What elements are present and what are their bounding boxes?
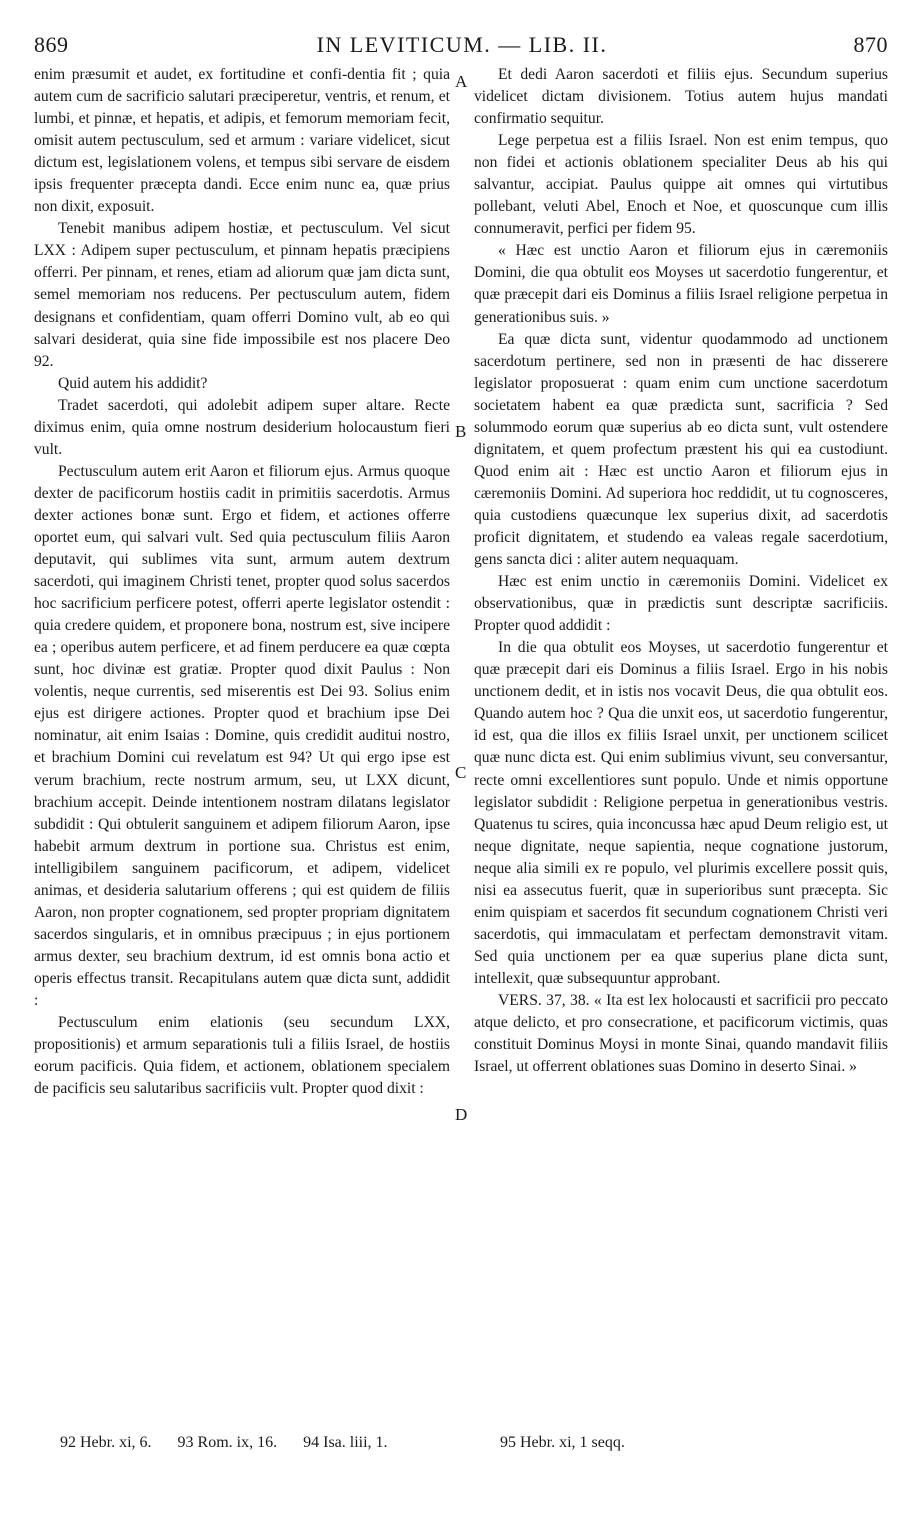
paragraph: Et dedi Aaron sacerdoti et filiis ejus. Secundum superius videlicet dictam divisionem. Totius autem hujus mandati confirmatio sequitur. — [474, 66, 888, 128]
margin-marker-b: B — [455, 422, 467, 441]
paragraph: In die qua obtulit eos Moyses, ut sacerdotio fungerentur et quæ præcepit dari eis Dominus a filiis Israel. Ergo in his nobis unctionem dedit, et in istis nos vocavit Deus, die qua obtulit eos. Quando autem hoc ? Qua die unxit eos, ut sacerdotio fungerentur, id est, qua die illos ex filiis Israel unxit, per unctionem scilicet quæ nunc dicta est. Qui enim sublimius vivunt, seu conversantur, recte omni excellentiores sunt populo. Unde et nimis opportune legislator subdidit : Religione perpetua in generationibus vestris. Quatenus tu scires, quia inconcussa hæc apud Deum religio est, ut neque dignitate, neque sapientia, neque cognatione justorum, neque alia simili ex re populo, vel plurimis excellere possit quis, nisi ea assecutus fuerit, quæ in superioribus sunt præcepta. Sic enim quispiam et sacerdos fit secundum cognationem Christi veri sacerdotis, qui immaculatam et perfectam demonstravit vitam. Sed quia unctionem per ea quæ superius plane dicta sunt, intellexit, quæ subsequuntur approbant. — [474, 639, 888, 987]
footnote: 94 Isa. liii, 1. — [303, 1434, 388, 1451]
paragraph: Pectusculum autem erit Aaron et filiorum ejus. Armus quoque dexter de pacificorum hostiis cadit in primitiis sacerdotis. Armus dexter actiones bonæ sunt. Ergo et fidem, et actiones offerre oportet eum, qui salvari vult. Sed quia pectusculum filiis Aaron deputavit, qui sublimes vita sunt, armum autem dextrum sacerdoti, qui imaginem Christi tenet, propter quod solus sacerdos hoc sacrificium perficere potest, offerri aperte legislator ostendit : quia credere quidem, et proponere bona, nostrum est, sive incipere ea ; operibus autem perficere, et ad finem perducere ea quæ cœpta sunt, hoc divinæ est gratiæ. Propter quod dixit Paulus : Non volentis, neque currentis, sed miserentis est Dei 93. Solius enim ejus est dirigere actiones. Propter quod et brachium ipse Dei nominatur, ait enim Isaias : Domine, quis credidit auditui nostro, et brachium Domini cui revelatum est 94? Ut qui ergo ipse est verum brachium, recte nostrum armum, seu, ut LXX dicunt, brachium accepit. Deinde intentionem nostram dilatans legislator subdidit : Qui obtulerit sanguinem et adipem filiorum Aaron, ipse habebit armum dextrum in portione sua. Christus est enim, intelligibilem sanguinem pacificorum, et adipem, videlicet animas, et desideria salutarium offerens ; qui est quidem de filiis Aaron, non propter cognationem, sed propter propriam dignitatem sacerdos singularis, et in omnibus præcipuus ; in ejus portionem armus dexter, seu brachium dextrum, id est omnis bona actio et operis effectus transit. Recapitulans autem quæ dicta sunt, addidit : — [34, 462, 450, 1009]
paragraph: Tradet sacerdoti, qui adolebit adipem super altare. Recte diximus enim, quia omne nostrum desiderium holocaustum fieri vult. — [34, 396, 450, 458]
margin-marker-a: A — [455, 72, 468, 91]
paragraph: Hæc est enim unctio in cæremoniis Domini. Videlicet ex observationibus, quæ in prædictis sunt descriptæ sacrificiis. Propter quod addidit : — [474, 573, 888, 635]
paragraph: Quid autem his addidit? — [58, 374, 208, 392]
paragraph: Tenebit manibus adipem hostiæ, et pectusculum. Vel sicut LXX : Adipem super pectusculum, et pinnam hepatis præcipiens offerri. Per pinnam, et renes, etiam ad aliorum quæ jam dicta sunt, semel memoriam nos reducens. Per pectusculum autem, fidem designans et confidentiam, quam offerri Domino vult, ab eo qui salvari desiderat, quia sine fide impossibile est nos placere Deo 92. — [34, 220, 450, 370]
right-page-number: 870 — [853, 32, 888, 57]
footnotes-left — [60, 1434, 460, 1452]
paragraph: VERS. 37, 38. « Ita est lex holocausti et sacrificii pro peccato atque delicto, et pro consecratione, et pacificorum victimis, quas constituit Dominus Moysi in monte Sinai, quando mandavit filiis Israel, ut offerrent oblationes suas Domino in deserto Sinai. » — [474, 991, 888, 1076]
right-column — [474, 64, 888, 1078]
left-column — [34, 64, 450, 1100]
page-header — [0, 32, 924, 62]
paragraph: enim præsumit et audet, ex fortitudine et confi-dentia fit ; quia autem cum de sacrificio salutari præciperetur, ventris, et renum, et lumbi, et pinnæ, et hepatis, et adipis, et femorum memoriam fecit, omisit autem pectusculum, sed et armum : variare videlicet, sicut dictum est, legislationem volens, et tempus sibi servare de eisdem ipsis frequenter præcepta dandi. Ecce enim nunc ea, quæ prius non dixit, exposuit. — [34, 66, 450, 216]
left-page-number: 869 — [34, 32, 69, 57]
margin-marker-d: D — [455, 1105, 468, 1124]
footnote: 93 Rom. ix, 16. — [177, 1434, 278, 1451]
footnotes-right — [500, 1434, 880, 1452]
footnote: 95 Hebr. xi, 1 seqq. — [500, 1434, 625, 1451]
paragraph: « Hæc est unctio Aaron et filiorum ejus in cæremoniis Domini, die qua obtulit eos Moyses ut sacerdotio fungerentur, et quæ præcepit dari eis Dominus a filiis Israel religione perpetua in generationibus suis. » — [474, 242, 888, 326]
margin-marker-c: C — [455, 763, 467, 782]
paragraph: Ea quæ dicta sunt, videntur quodammodo ad unctionem sacerdotum pertinere, sed non in præsenti de hac disserere legislator proposuerat : quam enim cum unctione sacerdotum societatem habent ea quæ prædicta sunt, sacrificia ? Sed solummodo eorum quæ superius ab eo dicta sunt, vult ostendere dignitatem, et quem profectum præstent his qui ea custodiunt. Quod enim ait : Hæc est unctio Aaron et filiorum ejus in cæremoniis Domini. Ad superiora hoc reddidit, ut tu cognosceres, quia custodiens quæcunque lex superius dixit, ad sacerdotis proficit dignitatem, et studendo ea valeas regale sacerdotium, gens sancta dici : aliter autem nequaquam. — [474, 330, 888, 569]
paragraph: Lege perpetua est a filiis Israel. Non est enim tempus, quo non fidei et actionis oblationem specialiter Deus ab his qui salvantur, accipiat. Paulus quippe ait omnes qui virtutibus pollebant, veluti Abel, Enoch et Noe, et quoscunque cum illis connumeravit, perfici per fidem 95. — [474, 132, 888, 238]
footnote: 92 Hebr. xi, 6. — [60, 1434, 152, 1451]
running-title: IN LEVITICUM. — LIB. II. — [316, 32, 608, 57]
paragraph: Pectusculum enim elationis (seu secundum LXX, propositionis) et armum separationis tuli a filiis Israel, de hostiis eorum pacificis. Quia fidem, et actionem, oblationem specialem de pacificis seu salutaribus sacrificiis vult. Propter quod dixit : — [34, 1014, 450, 1098]
